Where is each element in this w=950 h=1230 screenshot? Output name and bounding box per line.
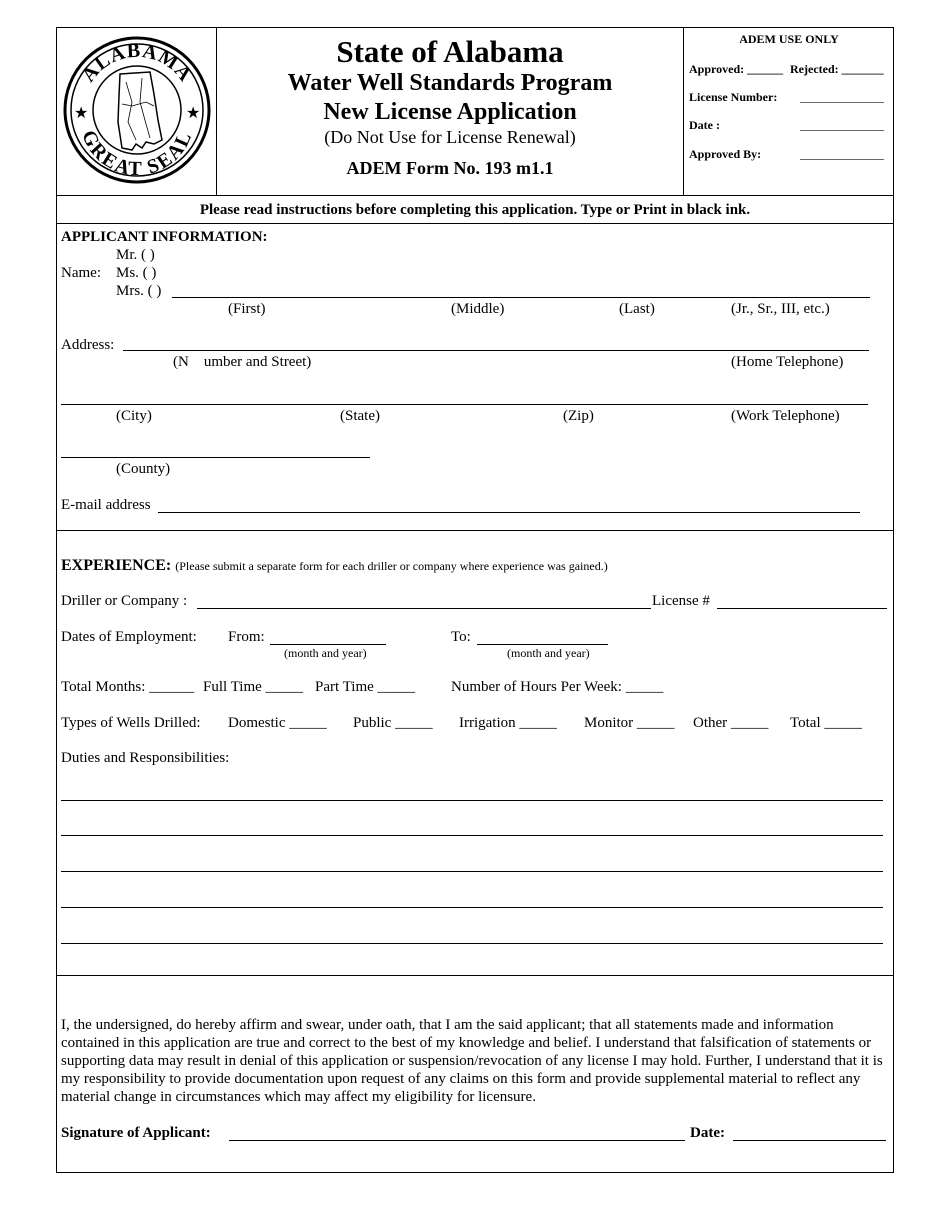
street-caption: (N umber and Street) bbox=[173, 354, 312, 370]
county-field[interactable] bbox=[61, 457, 370, 458]
to-caption: (month and year) bbox=[507, 646, 590, 660]
adem-date-label: Date : bbox=[689, 118, 720, 132]
approved-by-blank[interactable]: ______________ bbox=[800, 147, 884, 161]
irrigation-field[interactable]: Irrigation _____ bbox=[459, 715, 557, 731]
hours-per-week-field[interactable]: Number of Hours Per Week: _____ bbox=[451, 679, 664, 695]
other-field[interactable]: Other _____ bbox=[693, 715, 769, 731]
signature-date-label: Date: bbox=[690, 1125, 725, 1141]
adem-heading: ADEM USE ONLY bbox=[739, 32, 839, 46]
license-field[interactable] bbox=[717, 608, 887, 609]
experience-heading: EXPERIENCE: bbox=[61, 557, 172, 574]
email-field[interactable] bbox=[158, 512, 860, 513]
license-label: License # bbox=[652, 593, 710, 609]
name-field[interactable] bbox=[172, 297, 870, 298]
public-field[interactable]: Public _____ bbox=[353, 715, 433, 731]
suffix-caption: (Jr., Sr., III, etc.) bbox=[731, 301, 830, 317]
address-field[interactable] bbox=[123, 350, 869, 351]
ms-option[interactable]: Ms. ( ) bbox=[116, 265, 157, 281]
signature-field[interactable] bbox=[229, 1140, 685, 1141]
county-caption: (County) bbox=[116, 461, 171, 477]
experience-heading-line bbox=[61, 557, 608, 575]
email-label: E-mail address bbox=[61, 497, 151, 513]
middle-name-caption: (Middle) bbox=[451, 301, 505, 317]
license-number-blank[interactable]: ______________ bbox=[800, 90, 884, 104]
form-title: New License Application bbox=[323, 99, 577, 125]
rejected-field[interactable]: Rejected: _______ bbox=[790, 62, 884, 76]
total-field[interactable]: Total _____ bbox=[790, 715, 862, 731]
driller-label: Driller or Company : bbox=[61, 593, 188, 609]
approved-by-label: Approved By: bbox=[689, 147, 762, 161]
full-time-field[interactable]: Full Time _____ bbox=[203, 679, 304, 695]
dates-label: Dates of Employment: bbox=[61, 629, 197, 645]
program-title: Water Well Standards Program bbox=[287, 70, 613, 96]
form-number: ADEM Form No. 193 m1.1 bbox=[346, 158, 554, 178]
mr-option[interactable]: Mr. ( ) bbox=[116, 247, 155, 263]
approved-field[interactable]: Approved: ______ bbox=[689, 62, 784, 76]
applicant-heading: APPLICANT INFORMATION: bbox=[61, 229, 268, 245]
seal-bottom-text: GREAT SEAL bbox=[77, 126, 197, 181]
experience-rule bbox=[56, 975, 894, 976]
last-name-caption: (Last) bbox=[619, 301, 655, 317]
svg-text:ALABAMA bbox=[77, 40, 196, 86]
domestic-field[interactable]: Domestic _____ bbox=[228, 715, 327, 731]
city-state-zip-field[interactable] bbox=[61, 404, 868, 405]
name-label: Name: bbox=[61, 265, 101, 281]
work-phone-caption: (Work Telephone) bbox=[731, 408, 840, 424]
first-name-caption: (First) bbox=[228, 301, 266, 317]
signature-date-field[interactable] bbox=[733, 1140, 886, 1141]
adem-divider bbox=[683, 27, 684, 195]
svg-text:★: ★ bbox=[74, 103, 89, 122]
instructions-text: Please read instructions before completing this application. Type or Print in black ink. bbox=[199, 202, 751, 218]
part-time-field[interactable]: Part Time _____ bbox=[315, 679, 416, 695]
duties-line[interactable] bbox=[61, 907, 883, 908]
duties-line[interactable] bbox=[61, 835, 883, 836]
to-label: To: bbox=[451, 629, 471, 645]
total-months-field[interactable]: Total Months: ______ bbox=[61, 679, 195, 695]
monitor-field[interactable]: Monitor _____ bbox=[584, 715, 675, 731]
svg-text:★: ★ bbox=[186, 103, 201, 122]
zip-caption: (Zip) bbox=[563, 408, 594, 424]
state-caption: (State) bbox=[340, 408, 380, 424]
renewal-note: (Do Not Use for License Renewal) bbox=[324, 127, 576, 147]
signature-label: Signature of Applicant: bbox=[61, 1125, 211, 1141]
home-phone-caption: (Home Telephone) bbox=[731, 354, 844, 370]
to-field[interactable] bbox=[477, 644, 608, 645]
address-label: Address: bbox=[61, 337, 115, 353]
duties-label: Duties and Responsibilities: bbox=[61, 750, 230, 766]
instructions-rule bbox=[56, 223, 894, 224]
alabama-seal-icon bbox=[62, 32, 212, 187]
driller-field[interactable] bbox=[197, 608, 651, 609]
experience-note: (Please submit a separate form for each driller or company where experience was gained.) bbox=[175, 559, 608, 573]
from-caption: (month and year) bbox=[284, 646, 367, 660]
page-title: State of Alabama bbox=[336, 34, 564, 69]
from-field[interactable] bbox=[270, 644, 386, 645]
license-number-label: License Number: bbox=[689, 90, 778, 104]
header-rule bbox=[56, 195, 894, 196]
duties-line[interactable] bbox=[61, 943, 883, 944]
duties-line[interactable] bbox=[61, 800, 883, 801]
duties-line[interactable] bbox=[61, 871, 883, 872]
city-caption: (City) bbox=[116, 408, 152, 424]
adem-date-blank[interactable]: ______________ bbox=[800, 118, 884, 132]
applicant-rule bbox=[56, 530, 894, 531]
types-label: Types of Wells Drilled: bbox=[61, 715, 201, 731]
mrs-option[interactable]: Mrs. ( ) bbox=[116, 283, 162, 299]
from-label: From: bbox=[228, 629, 265, 645]
affirmation-text: I, the undersigned, do hereby affirm and swear, under oath, that I am the said applicant; that all statements made and information contained in this application are true and correct to the best of my knowledge and belief. I understand that falsification of statements or supporting data may result in denial of this application or suspension/revocation of any license I may hold. Further, I understand that it is my responsibility to provide documentation upon request of any claims on this form and provide supplemental material to reflect any material change in circumstances which may affect my eligibility for licensure. bbox=[61, 1017, 883, 1105]
seal-top-text: ALABAMA bbox=[77, 39, 197, 87]
